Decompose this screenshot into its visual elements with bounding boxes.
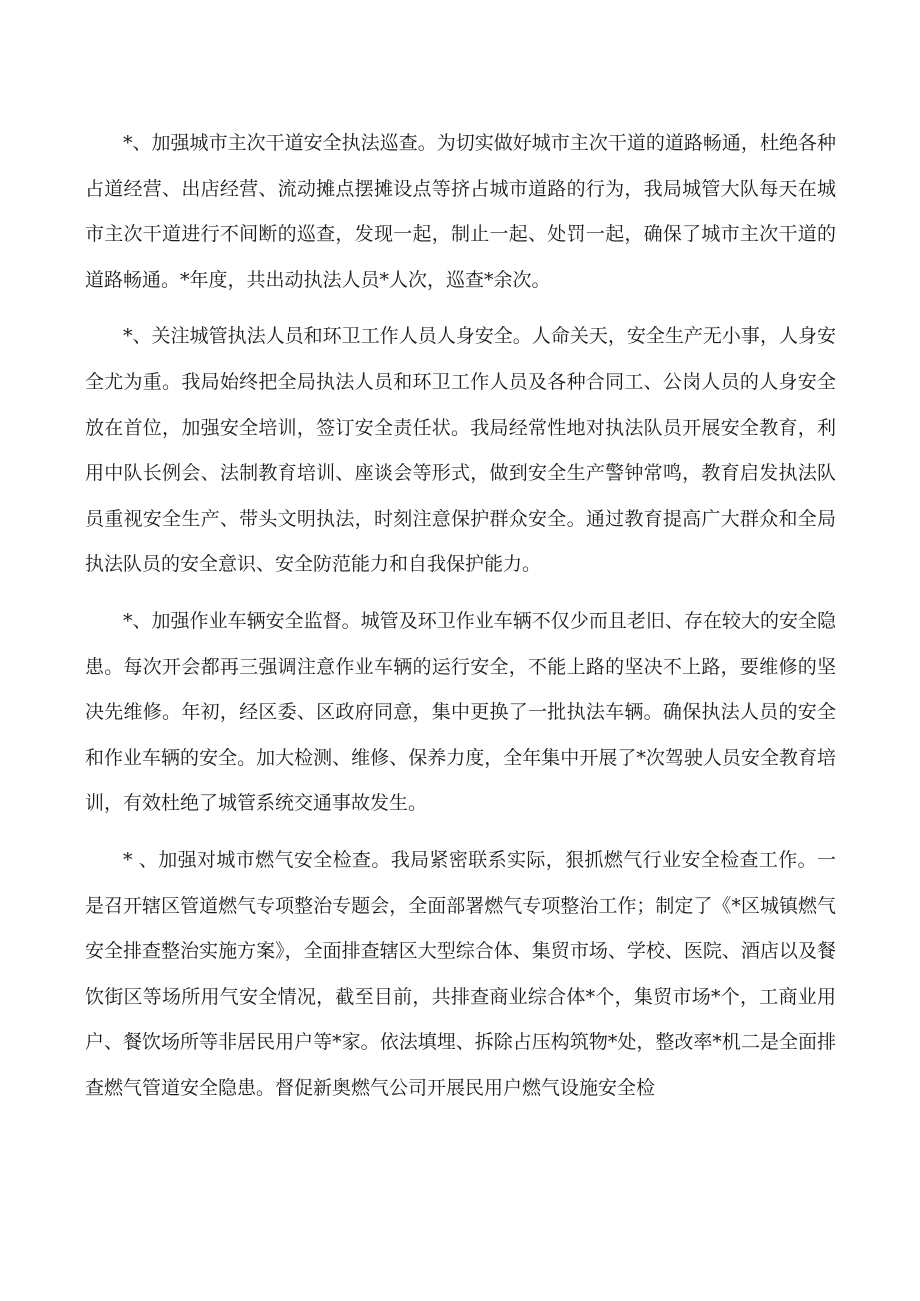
- paragraph-personnel-safety: *、关注城管执法人员和环卫工作人员人身安全。人命关天，安全生产无小事，人身安全尤为重。我局始终把全局执法人员和环卫工作人员及各种合同工、公岗人员的人身安全放在首位，加强安全培训，签订安全责任状。我局经常性地对执法队员开展安全教育，利用中队长例会、法制教育培训、座谈会等形式，做到安全生产警钟常鸣，教育启发执法队员重视安全生产、带头文明执法，时刻注意保护群众安全。通过教育提高广大群众和全局执法队员的安全意识、安全防范能力和自我保护能力。: [85, 325, 836, 576]
- paragraph-gas-safety: * 、加强对城市燃气安全检查。我局紧密联系实际，狠抓燃气行业安全检查工作。一是召开辖区管道燃气专项整治专题会，全面部署燃气专项整治工作；制定了《*区城镇燃气安全排查整治实施方案》，全面排查辖区大型综合体、集贸市场、学校、医院、酒店以及餐饮街区等场所用气安全情况，截至目前，共排查商业综合体*个，集贸市场*个，工商业用户、餐饮场所等非居民用户等*家。依法填埋、拆除占压构筑物*处，整改率*机二是全面排查燃气管道安全隐患。督促新奥燃气公司开展民用户燃气设施安全检: [85, 848, 836, 1099]
- document-body: [85, 121, 836, 1122]
- paragraph-vehicle-safety: *、加强作业车辆安全监督。城管及环卫作业车辆不仅少而且老旧、存在较大的安全隐患。每次开会都再三强调注意作业车辆的运行安全，不能上路的坚决不上路，要维修的坚决先维修。年初，经区委、区政府同意，集中更换了一批执法车辆。确保执法人员的安全和作业车辆的安全。加大检测、维修、保养力度，全年集中开展了*次驾驶人员安全教育培训，有效杜绝了城管系统交通事故发生。: [85, 609, 836, 815]
- paragraph-road-patrol: *、加强城市主次干道安全执法巡查。为切实做好城市主次干道的道路畅通，杜绝各种占道经营、出店经营、流动摊点摆摊设点等挤占城市道路的行为，我局城管大队每天在城市主次干道进行不间断的巡查，发现一起，制止一起、处罚一起，确保了城市主次干道的道路畅通。*年度，共出动执法人员*人次，巡查*余次。: [85, 132, 836, 291]
